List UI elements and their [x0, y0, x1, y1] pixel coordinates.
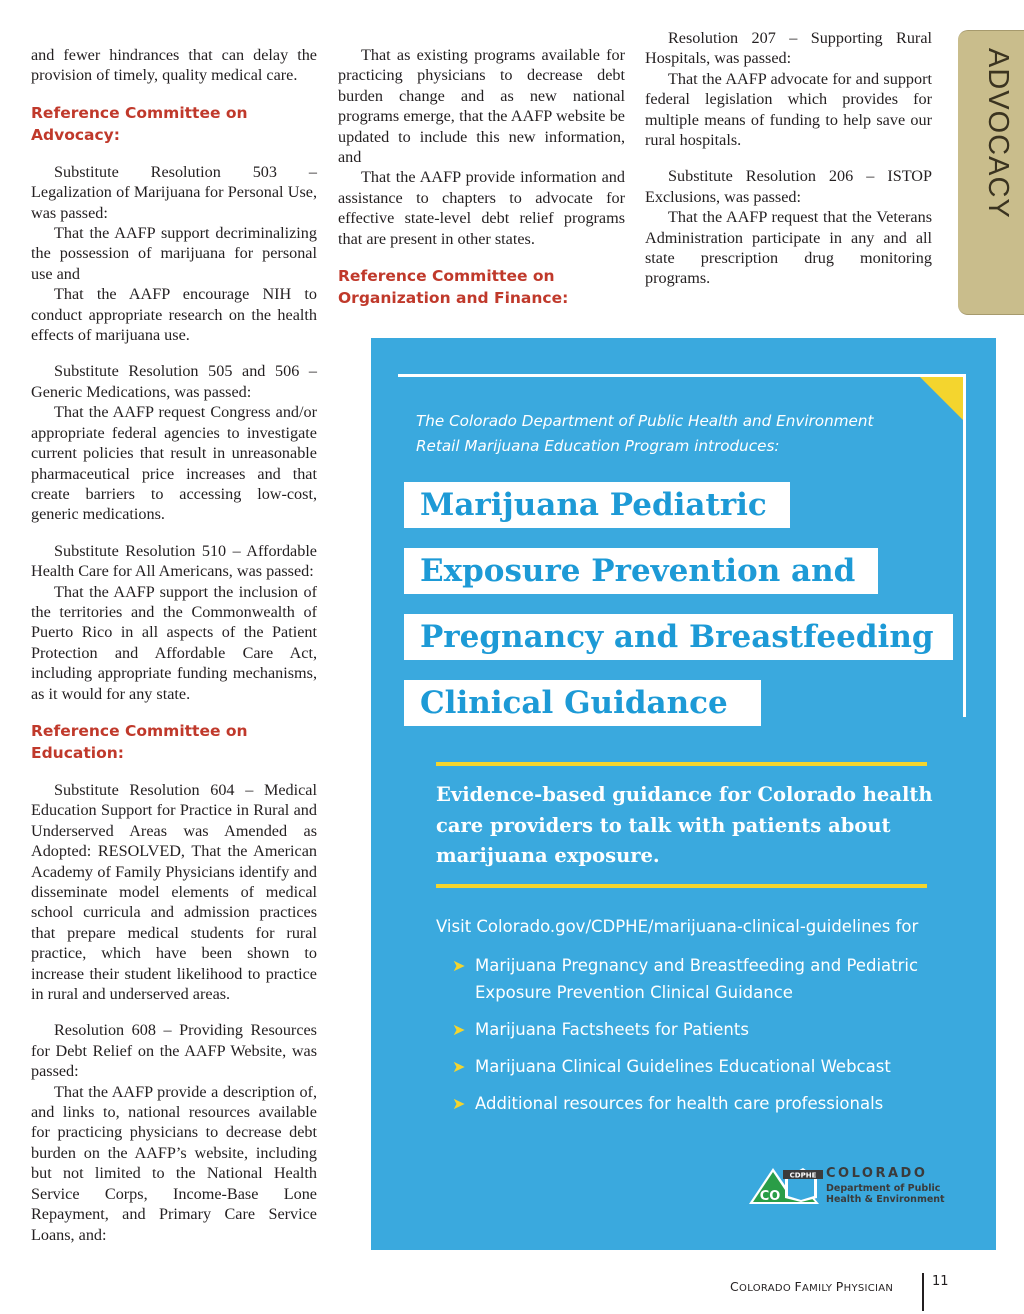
section-tab-label: ADVOCACY: [982, 48, 1014, 219]
logo-badge-text: CDPHE: [789, 1171, 817, 1180]
heading-reference-committee-advocacy: Reference Committee on Advocacy:: [31, 103, 248, 144]
resolution-503-title: Substitute Resolution 503 – Legalization of Marijuana for Personal Use, was passed:: [31, 162, 317, 222]
arrow-bullet-icon: ➤: [452, 956, 466, 975]
arrow-bullet-icon: ➤: [452, 1020, 466, 1039]
paragraph-continuation: and fewer hindrances that can delay the provision of timely, quality medical care.: [31, 46, 317, 85]
ad-title-line-3: Pregnancy and Breastfeeding: [404, 614, 953, 660]
resolution-206-title: Substitute Resolution 206 – ISTOP Exclusions, was passed:: [645, 167, 932, 206]
debt-relief-clause-1: That as existing programs available for practicing physicians to decrease debt burden change and as new national programs emerge, that the AAFP website be updated to include this new information, and: [338, 46, 625, 167]
footer-divider: [922, 1273, 924, 1311]
list-item: [452, 1053, 972, 1080]
arrow-bullet-icon: ➤: [452, 1094, 466, 1113]
resolution-608-clause: That the AAFP provide a description of, and links to, national resources available for practicing physicians to decrease debt burden on the AAFP’s website, including but not limited to the National Health Service Corps, Income-Base Lone Repayment, and Primary Care Service Loans, and:: [31, 1082, 317, 1244]
ad-intro: [416, 409, 936, 459]
resolution-206-clause: That the AAFP request that the Veterans Administration participate in any and all state prescription drug monitoring programs.: [645, 208, 932, 288]
resolution-505-title: Substitute Resolution 505 and 506 – Generic Medications, was passed:: [31, 362, 317, 401]
page-number: 11: [932, 1274, 949, 1289]
ad-title-line-2: Exposure Prevention and: [404, 548, 878, 594]
cdphe-logo-wordmark: [826, 1165, 945, 1205]
ad-subtitle: Evidence-based guidance for Colorado health care providers to talk with patients about marijuana exposure.: [436, 783, 933, 867]
logo-co-text: CO: [759, 1189, 781, 1204]
ad-intro-line-2: Retail Marijuana Education Program introduces:: [416, 437, 780, 455]
list-item: [452, 952, 972, 1006]
arrow-bullet-icon: ➤: [452, 1057, 466, 1076]
publication-name: COLORADO FAMILY PHYSICIAN: [730, 1279, 894, 1294]
ad-title-line-1: Marijuana Pediatric: [404, 482, 790, 528]
resolution-604: Substitute Resolution 604 – Medical Education Support for Practice in Rural and Underserved Areas was Amended as Adopted: RESOLVED, That the American Academy of Family Physicians identify and disseminate model elements of medical school curricula and admission practices that prepare medical students for rural practice, which have been shown to increase their student likelihood to practice in rural and underserved areas.: [31, 780, 317, 1004]
ad-resource-list: [452, 952, 972, 1127]
resolution-505-clause: That the AAFP request Congress and/or appropriate federal agencies to investigate current policies that result in unreasonable pharmaceutical price increases and that create barriers to accessing low-cost, generic medications.: [31, 403, 317, 524]
heading-reference-committee-organization: Reference Committee on Organization and Finance:: [338, 267, 569, 308]
list-item-text: Marijuana Factsheets for Patients: [475, 1020, 749, 1039]
logo-dept-line-1: Department of Public: [826, 1183, 941, 1194]
column-middle: [338, 45, 625, 325]
list-item: [452, 1016, 972, 1043]
ad-title-line-4: Clinical Guidance: [404, 680, 761, 726]
resolution-503-clause-1: That the AAFP support decriminalizing the possession of marijuana for personal use and: [31, 224, 317, 283]
resolution-510-clause: That the AAFP support the inclusion of the territories and the Commonwealth of Puerto Rico in all aspects of the Patient Protection and Affordable Care Act, including appropriate funding mechanisms, as it would for any state.: [31, 582, 317, 703]
debt-relief-clause-2: That the AAFP provide information and assistance to chapters to advocate for effective state-level debt relief programs that are present in other states.: [338, 168, 625, 248]
list-item-text: Additional resources for health care professionals: [475, 1094, 884, 1113]
ad-intro-line-1: The Colorado Department of Public Health and Environment: [416, 412, 874, 430]
resolution-608-title: Resolution 608 – Providing Resources for Debt Relief on the AAFP Website, was passed:: [31, 1021, 317, 1081]
resolution-207-title: Resolution 207 – Supporting Rural Hospitals, was passed:: [645, 29, 932, 68]
ad-rule-bottom: [436, 884, 927, 888]
logo-dept-line-2: Health & Environment: [826, 1194, 945, 1205]
resolution-207-clause: That the AAFP advocate for and support federal legislation which provides for multiple means of funding to help save our rural hospitals.: [645, 69, 932, 150]
resolution-510-title: Substitute Resolution 510 – Affordable Health Care for All Americans, was passed:: [31, 541, 317, 581]
logo-state-name: COLORADO: [826, 1166, 928, 1181]
ad-visit-link[interactable]: Visit Colorado.gov/CDPHE/marijuana-clinical-guidelines for: [436, 917, 919, 936]
ad-rule-top: [436, 762, 927, 766]
resolution-503-clause-2: That the AAFP encourage NIH to conduct appropriate research on the health effects of marijuana use.: [31, 285, 317, 345]
list-item: [452, 1090, 972, 1117]
column-right: [645, 28, 932, 289]
list-item-text: Marijuana Clinical Guidelines Educational Webcast: [475, 1057, 891, 1076]
column-left: [31, 45, 317, 1245]
list-item-text: Marijuana Pregnancy and Breastfeeding and Pediatric Exposure Prevention Clinical Guidance: [475, 956, 919, 1002]
heading-reference-committee-education: Reference Committee on Education:: [31, 721, 248, 762]
